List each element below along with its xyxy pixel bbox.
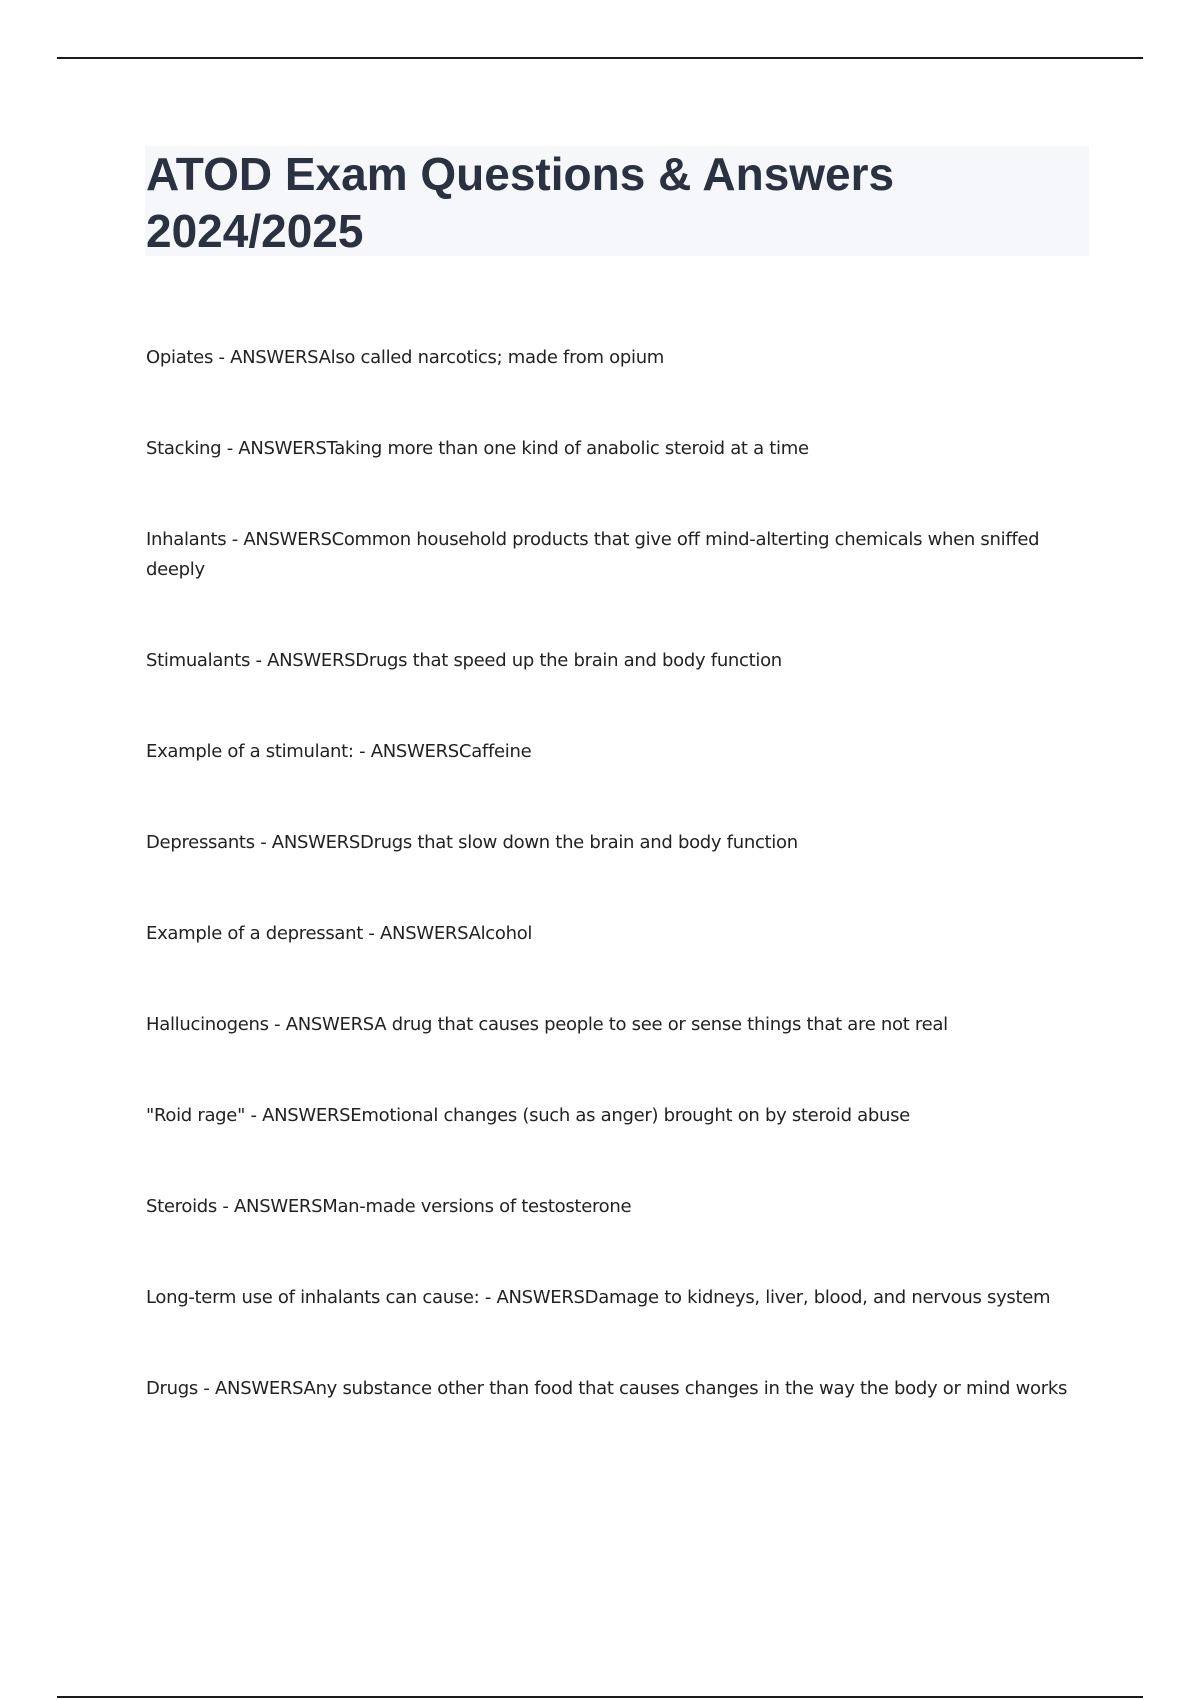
qa-item-inhalant-effects: Long-term use of inhalants can cause: - ANSWERSDamage to kidneys, liver, blood, and nervous system bbox=[146, 1287, 1051, 1308]
qa-item-stimulants: Stimualants - ANSWERSDrugs that speed up the brain and body function bbox=[146, 650, 782, 671]
qa-item-depressant-example: Example of a depressant - ANSWERSAlcohol bbox=[146, 923, 533, 944]
qa-item-depressants: Depressants - ANSWERSDrugs that slow down the brain and body function bbox=[146, 832, 798, 853]
qa-item-opiates: Opiates - ANSWERSAlso called narcotics; made from opium bbox=[146, 347, 665, 368]
qa-item-drugs: Drugs - ANSWERSAny substance other than food that causes changes in the way the body or mind works bbox=[146, 1378, 1068, 1399]
qa-list bbox=[146, 343, 1096, 1404]
qa-item-stacking: Stacking - ANSWERSTaking more than one kind of anabolic steroid at a time bbox=[146, 438, 809, 459]
bottom-rule bbox=[57, 1696, 1143, 1698]
qa-item-stimulant-example: Example of a stimulant: - ANSWERSCaffeine bbox=[146, 741, 532, 762]
qa-item-hallucinogens: Hallucinogens - ANSWERSA drug that causes people to see or sense things that are not real bbox=[146, 1014, 948, 1035]
qa-item-inhalants: Inhalants - ANSWERSCommon household products that give off mind-alterting chemicals when sniffed deeply bbox=[146, 529, 1040, 580]
qa-item-roid-rage: "Roid rage" - ANSWERSEmotional changes (such as anger) brought on by steroid abuse bbox=[146, 1105, 910, 1126]
top-rule bbox=[57, 57, 1143, 59]
document-title: ATOD Exam Questions & Answers 2024/2025 bbox=[146, 148, 895, 257]
qa-item-steroids: Steroids - ANSWERSMan-made versions of testosterone bbox=[146, 1196, 632, 1217]
